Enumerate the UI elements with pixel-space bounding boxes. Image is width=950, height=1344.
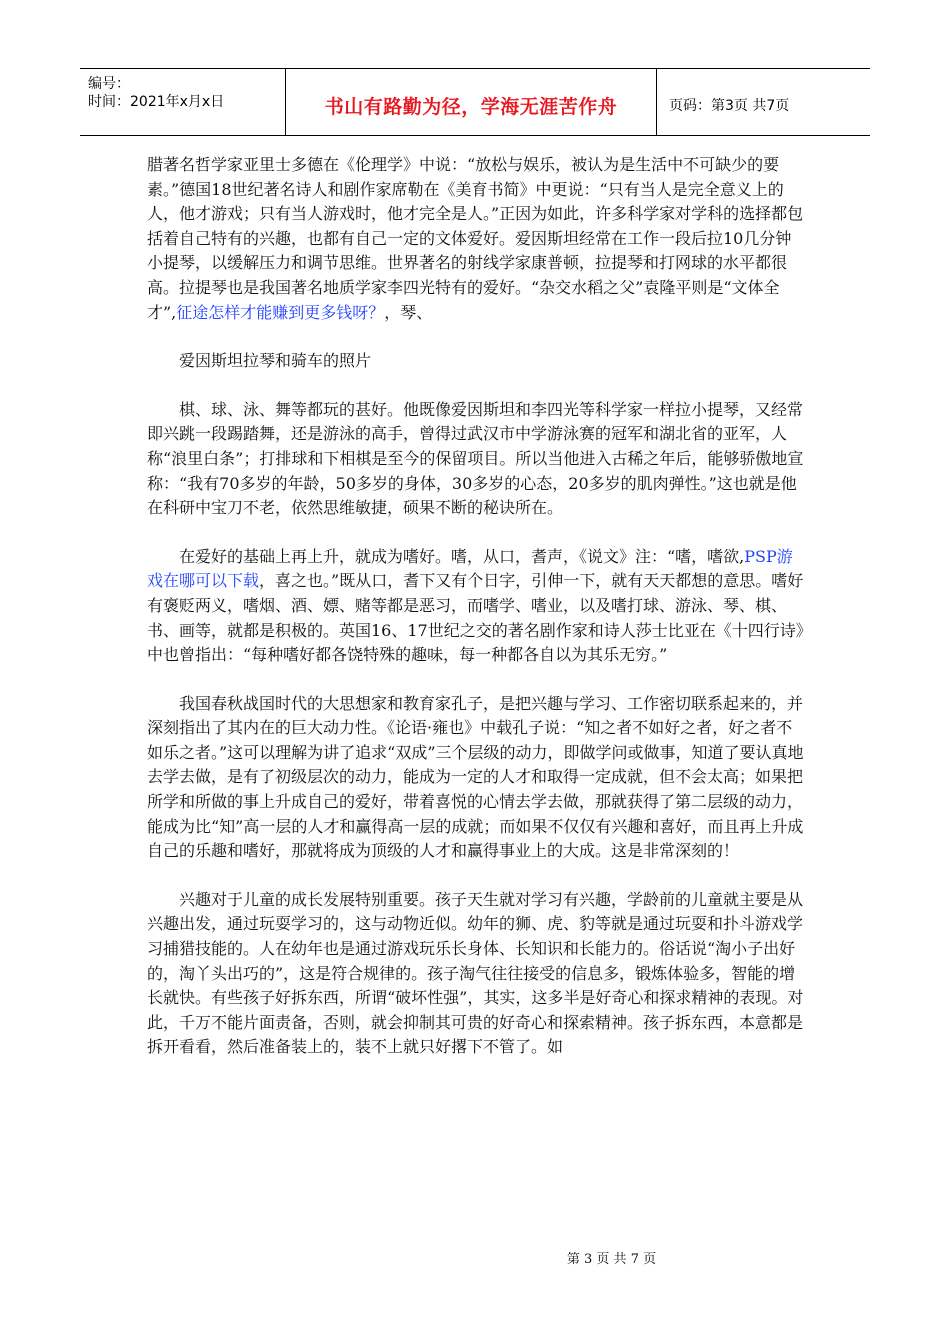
header-meta <box>80 69 285 135</box>
paragraph-text: ，喜之也。”既从口，耆下又有个日字，引伸一下，就有天天都想的意思。嗜好有褒贬两义，嗜烟、酒、嫖、赌等都是恶习，而嗜学、嗜业，以及嗜打球、游泳、琴、棋、书、画等，就都是积极的。英国16、17世纪之交的著名剧作家和诗人莎士比亚在《十四行诗》中也曾指出：“每种嗜好都各饶特殊的趣味，每一种都各自以为其乐无穷。” <box>147 571 804 665</box>
paragraph-4 <box>147 545 807 668</box>
paragraph-text: 棋、球、泳、舞等都玩的甚好。他既像爱因斯坦和李四光等科学家一样拉小提琴，又经常即兴跳一段踢踏舞，还是游泳的高手，曾得过武汉市中学游泳赛的冠军和湖北省的亚军，人称“浪里白条”；打排球和下相棋是至今的保留项目。所以当他进入古稀之年后，能够骄傲地宣称：“我有70多岁的年龄，50多岁的身体，30多岁的心态，20多岁的肌肉弹性。”这也就是他在科研中宝刀不老，依然思维敏捷，硕果不断的秘诀所在。 <box>147 399 804 518</box>
document-body <box>147 153 807 1060</box>
inline-link[interactable]: 征途怎样才能赚到更多钱呀？ <box>176 302 385 322</box>
paragraph-5 <box>147 692 807 864</box>
paragraph-text: ，琴、 <box>384 302 433 322</box>
paragraph-text: 在爱好的基础上再上升，就成为嗜好。嗜，从口，耆声，《说文》注：“嗜，嗜欲, <box>179 546 745 566</box>
time-label: 时间：2021年x月x日 <box>88 94 225 110</box>
paragraph-text: 腊著名哲学家亚里士多德在《伦理学》中说：“放松与娱乐，被认为是生活中不可缺少的要素。”德国18世纪著名诗人和剧作家席勒在《美育书简》中更说：“只有当人是完全意义上的人，他才游戏；只有当人游戏时，他才完全是人。”正因为如此，许多科学家对学科的选择都包括着自己特有的兴趣，也都有自己一定的文体爱好。爱因斯坦经常在工作一段后拉10几分钟小提琴，以缓解压力和调节思维。世界著名的射线学家康普顿，拉提琴和打网球的水平都很高。拉提琴也是我国著名地质学家李四光特有的爱好。“杂交水稻之父”袁隆平则是“文体全才”, <box>147 155 804 322</box>
paragraph-text: 我国春秋战国时代的大思想家和教育家孔子，是把兴趣与学习、工作密切联系起来的，并深刻指出了其内在的巨大动力性。《论语·雍也》中载孔子说：“知之者不如好之者，好之者不如乐之者。”这可以理解为讲了追求“双成”三个层级的动力，即做学问或做事，知道了要认真地去学去做，是有了初级层次的动力，能成为一定的人才和取得一定成就，但不会太高；如果把所学和所做的事上升成自己的爱好，带着喜悦的心情去学去做，那就获得了第二层级的动力，能成为比“知”高一层的人才和赢得高一层的成就；而如果不仅仅有兴趣和喜好，而且再上升成自己的乐趣和嗜好，那就将成为顶级的人才和赢得事业上的大成。这是非常深刻的！ <box>147 693 804 861</box>
paragraph-1 <box>147 153 807 325</box>
page-footer: 第 3 页 共 7 页 <box>566 1252 657 1267</box>
number-label: 编号： <box>88 76 130 92</box>
motto: 书山有路勤为径，学海无涯苦作舟 <box>285 69 657 135</box>
caption-text: 爱因斯坦拉琴和骑车的照片 <box>179 351 372 371</box>
header-table <box>80 68 870 136</box>
paragraph-text: 兴趣对于儿童的成长发展特别重要。孩子天生就对学习有兴趣，学龄前的儿童就主要是从兴趣出发，通过玩耍学习的，这与动物近似。幼年的狮、虎、豹等就是通过玩耍和扑斗游戏学习捕猎技能的。人在幼年也是通过游戏玩乐长身体、长知识和长能力的。俗话说“淘小子出好的，淘丫头出巧的”，这是符合规律的。孩子淘气往往接受的信息多，锻炼体验多，智能的增长就快。有些孩子好拆东西，所谓“破坏性强”，其实，这多半是好奇心和探求精神的表现。对此，千万不能片面责备，否则，就会抑制其可贵的好奇心和探索精神。孩子拆东西，本意都是拆开看看，然后准备装上的，装不上就只好撂下不管了。如 <box>147 889 804 1057</box>
paragraph-6 <box>147 888 807 1060</box>
page-info: 页码：第3页 共7页 <box>669 98 790 114</box>
paragraph-3 <box>147 398 807 521</box>
photo-caption <box>147 349 807 374</box>
inline-link[interactable]: PSP游戏在哪可以下载 <box>147 546 793 591</box>
